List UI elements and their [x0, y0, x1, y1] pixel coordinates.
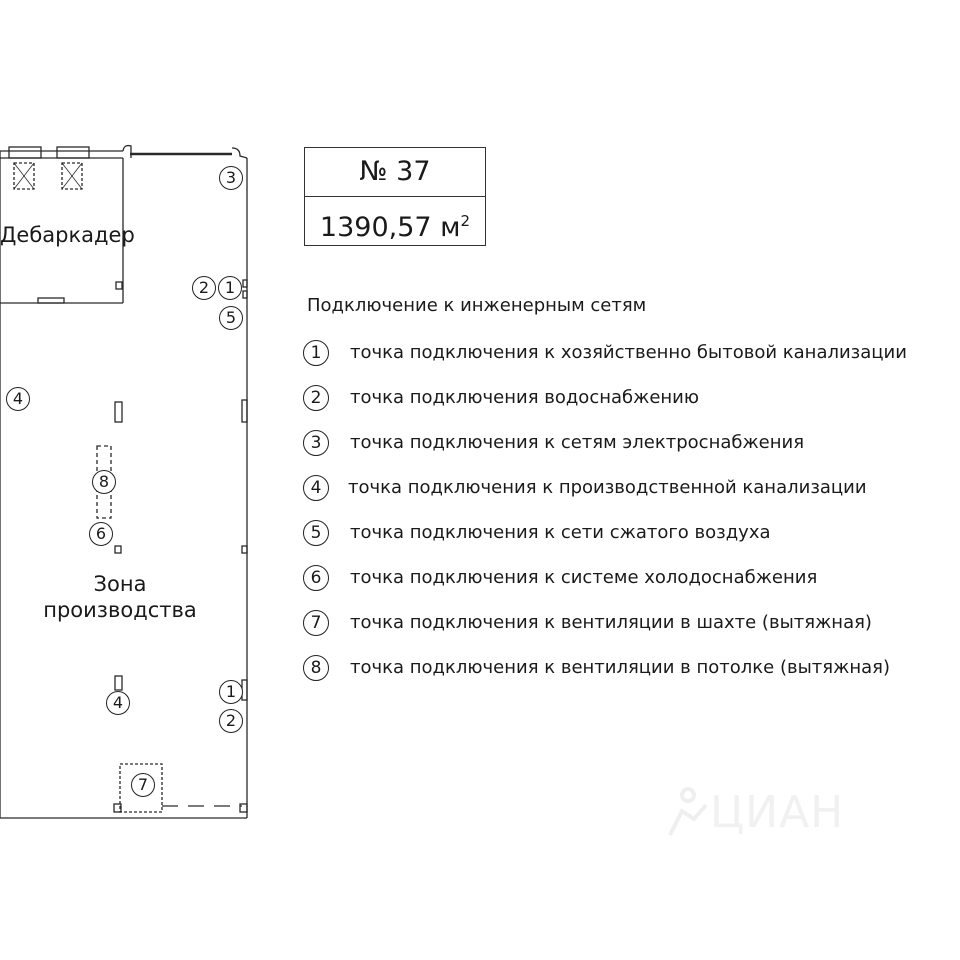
legend-number-7: 7: [303, 610, 329, 636]
plan-marker-4: 4: [6, 387, 30, 411]
plan-marker-1: 1: [219, 680, 243, 704]
legend-text-5: точка подключения к сети сжатого воздуха: [350, 522, 771, 543]
watermark-logo-icon: [664, 785, 712, 837]
room-label-debarkader: Дебаркадер: [0, 223, 135, 247]
fixture: [243, 280, 247, 287]
legend-text-4: точка подключения к производственной канализации: [348, 477, 867, 498]
plan-marker-8: 8: [92, 470, 116, 494]
plan-marker-1: 1: [218, 276, 242, 300]
legend-number-2: 2: [303, 385, 329, 411]
legend-text-3: точка подключения к сетям электроснабжения: [350, 432, 805, 453]
fixture: [240, 804, 247, 812]
legend-title: Подключение к инженерным сетям: [307, 295, 647, 316]
unit-number: № 37: [305, 148, 485, 197]
legend-text-8: точка подключения к вентиляции в потолке (вытяжная): [350, 657, 890, 678]
wall-top-right: [232, 148, 247, 158]
column: [115, 402, 122, 422]
plan-marker-7: 7: [131, 773, 155, 797]
plan-marker-3: 3: [219, 166, 243, 190]
unit-area: 1390,57 $м^2$: [319, 212, 471, 243]
plan-marker-5: 5: [219, 306, 243, 330]
legend-number-1: 1: [303, 340, 329, 366]
legend-text-6: точка подключения к системе холодоснабжения: [350, 567, 818, 588]
dock-gate-1: [9, 147, 41, 158]
debarkader-door: [38, 298, 64, 303]
legend-text-2: точка подключения водоснабжению: [350, 387, 700, 408]
legend-text-7: точка подключения к вентиляции в шахте (вытяжная): [350, 612, 872, 633]
legend-number-3: 3: [303, 430, 329, 456]
fixture: [242, 546, 247, 553]
unit-info-box: [304, 147, 486, 246]
door-arc-top: [123, 146, 131, 158]
room-label-production-zone: Зона производства: [43, 572, 197, 622]
legend-text-1: точка подключения к хозяйственно бытовой канализации: [350, 342, 907, 363]
column: [115, 676, 122, 690]
plan-marker-2: 2: [219, 709, 243, 733]
legend-number-6: 6: [303, 565, 329, 591]
plan-marker-6: 6: [89, 522, 113, 546]
watermark: ЦИАН: [710, 787, 845, 838]
fixture: [115, 546, 121, 553]
legend-number-5: 5: [303, 520, 329, 546]
fixture: [242, 400, 247, 422]
dock-gate-2: [57, 147, 89, 158]
fixture: [116, 282, 122, 289]
plan-marker-4: 4: [106, 691, 130, 715]
plan-marker-2: 2: [192, 276, 216, 300]
fixture: [243, 291, 247, 298]
legend-number-4: 4: [303, 475, 329, 501]
legend-number-8: 8: [303, 655, 329, 681]
